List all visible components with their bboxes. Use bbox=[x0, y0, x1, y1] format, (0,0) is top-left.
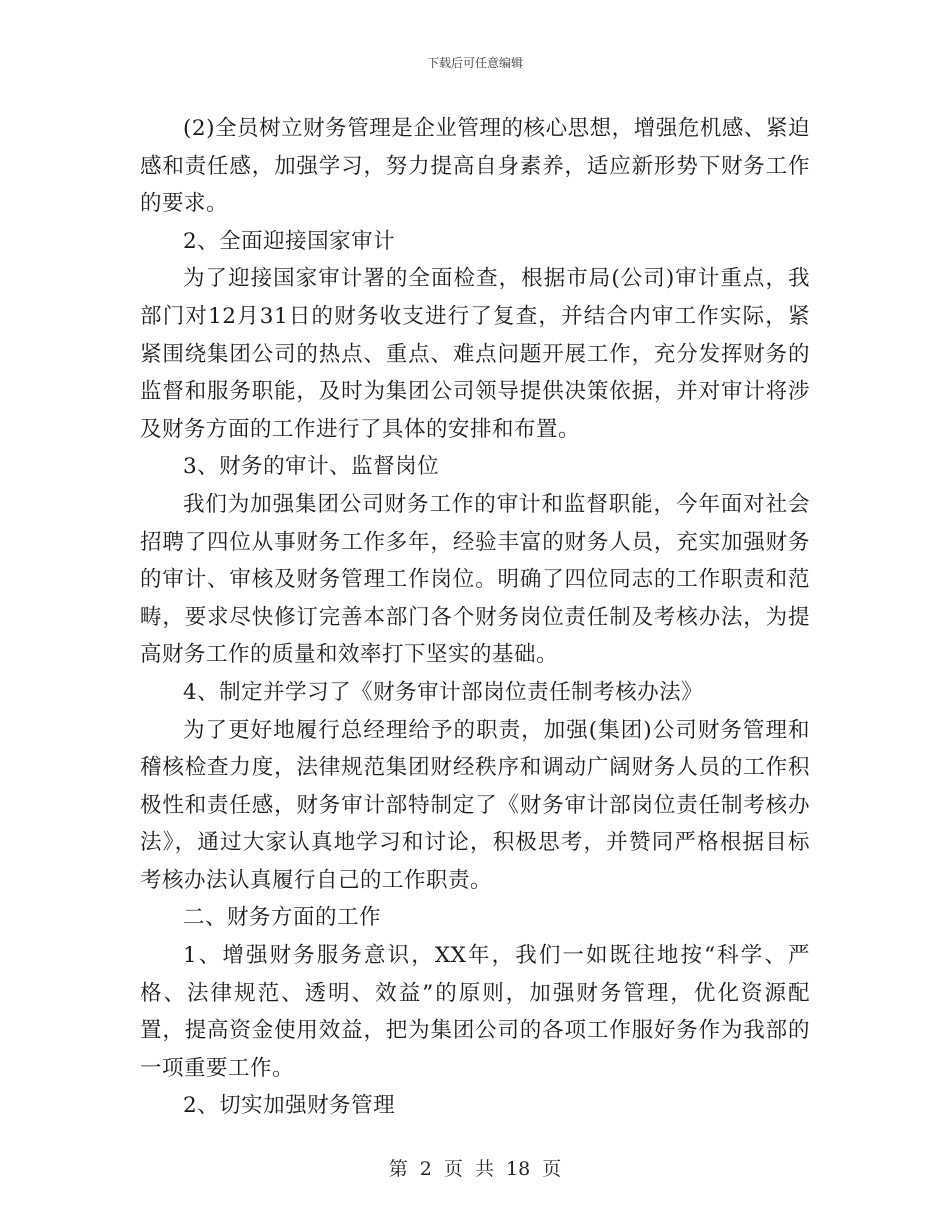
paragraph: 我们为加强集团公司财务工作的审计和监督职能，今年面对社会招聘了四位从事财务工作多年，经验丰富的财务人员，充实加强财务的审计、审核及财务管理工作岗位。明确了四位同志的工作职责和范畴，要求尽快修订完善本部门各个财务岗位责任制及考核办法，为提高财务工作的质量和效率打下坚实的基础。 bbox=[140, 491, 810, 668]
paragraph: 1、增强财务服务意识，XX年，我们一如既往地按“科学、严格、法律规范、透明、效益”的原则，加强财务管理，优化资源配置，提高资金使用效益，把为集团公司的各项工作服好务作为我部的一项重要工作。 bbox=[140, 943, 810, 1081]
document-body bbox=[140, 110, 810, 1125]
section-heading: 二、财务方面的工作 bbox=[183, 905, 382, 931]
paragraph: 为了更好地履行总经理给予的职责，加强(集团)公司财务管理和稽核检查力度，法律规范集团财经秩序和调动广阔财务人员的工作积极性和责任感，财务审计部特制定了《财务审计部岗位责任制考核办法》，通过大家认真地学习和讨论，积极思考，并赞同严格根据目标考核办法认真履行自己的工作职责。 bbox=[140, 717, 810, 893]
section-heading: 2、全面迎接国家审计 bbox=[183, 228, 396, 254]
paragraph: (2)全员树立财务管理是企业管理的核心思想，增强危机感、紧迫感和责任感，加强学习，努力提高自身素养，适应新形势下财务工作的要求。 bbox=[140, 116, 810, 217]
page-header: 下载后可任意编辑 bbox=[426, 56, 523, 70]
page-number: 第 2 页 共 18 页 bbox=[388, 1158, 562, 1180]
section-heading: 2、切实加强财务管理 bbox=[183, 1093, 396, 1119]
section-heading: 3、财务的审计、监督岗位 bbox=[183, 454, 440, 480]
section-heading: 4、制定并学习了《财务审计部岗位责任制考核办法》 bbox=[183, 679, 704, 705]
paragraph: 为了迎接国家审计署的全面检查，根据市局(公司)审计重点，我部门对12月31日的财务收支进行了复查，并结合内审工作实际，紧紧围绕集团公司的热点、重点、难点问题开展工作，充分发挥财务的监督和服务职能，及时为集团公司领导提供决策依据，并对审计将涉及财务方面的工作进行了具体的安排和布置。 bbox=[140, 266, 810, 442]
